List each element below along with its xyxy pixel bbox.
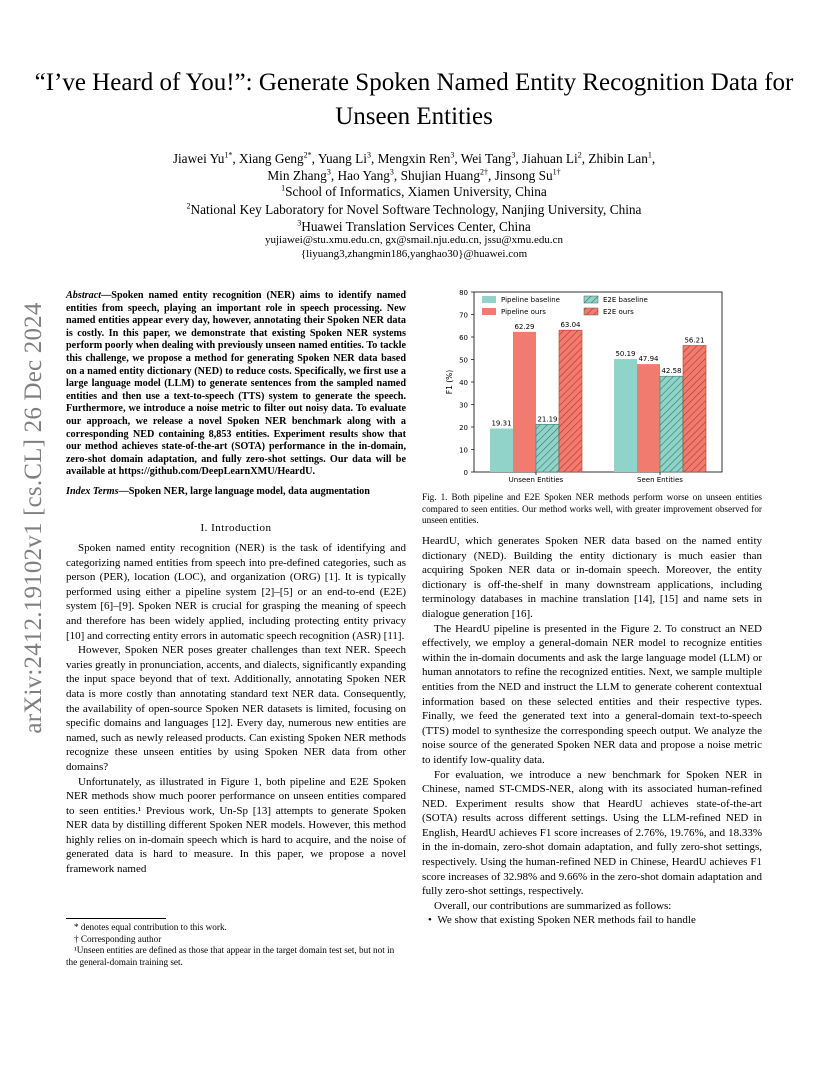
legend-label: Pipeline baseline — [501, 296, 560, 304]
y-tick-label: 60 — [459, 334, 468, 342]
y-axis-label: F1 (%) — [445, 369, 454, 395]
arxiv-stamp: arXiv:2412.19102v1 [cs.CL] 26 Dec 2024 — [20, 302, 47, 734]
figure-1-chart — [440, 284, 730, 484]
bar-value-label: 56.21 — [684, 336, 705, 345]
index-terms: Index Terms—Spoken NER, large language model, data augmentation — [66, 486, 370, 497]
y-tick-label: 80 — [459, 289, 468, 297]
abstract-text: —Spoken named entity recognition (NER) aims to identify named entities from speech, playing an important role in speech processing. New named entities appear every day, however, annotating their Spoken NER data is costly. In this paper, we demonstrate that existing Spoken NER systems perform poorly when dealing with previously unseen named entities. To tackle this challenge, we propose a method for generating Spoken NER data based on a named entity dictionary (NED) to reduce costs. Specifically, we first use a large language model (LLM) to generate sentences from the sampled named entities and then use a text-to-speech (TTS) system to generate the speech. Furthermore, we introduce a noise metric to filter out noisy data. To evaluate our approach, we release a novel Spoken NER benchmark along with a corresponding NED containing 8,853 entities. Experiment results show that our method achieves state-of-the-art (SOTA) performance in the in-domain, zero-shot domain adaptation, and fully zero-shot settings. Our data will be available at https://github.com/DeepLearnXMU/HeardU. — [66, 290, 406, 478]
paper-title: “I’ve Heard of You!”: Generate Spoken Named Entity Recognition Data for Unseen Entities — [34, 69, 794, 130]
contribution-bullet: • We show that existing Spoken NER methods fail to handle — [428, 914, 696, 927]
affiliation-3: $^3$Huawei Translation Services Center, China — [297, 218, 531, 234]
legend-label: E2E baseline — [603, 296, 648, 304]
paragraph: Spoken named entity recognition (NER) is the task of identifying and categorizing named entities from speech into pre-defined categories, such as person (PER), location (LOC), and organization (ORG) [1]. It is typically performed using either a pipeline system [2]–[5] or an end-to-end (E2E) system [6]–[9]. Spoken NER is crucial for grasping the meaning of speech and therefore has been widely applied, including protecting entity privacy [10] and correcting entity errors in automatic speech recognition (ASR) [11]. — [66, 542, 406, 642]
paragraph: Unfortunately, as illustrated in Figure 1, both pipeline and E2E Spoken NER methods show much poorer performance on unseen entities compared to seen entities.¹ Previous work, Un-Sp [13] attempts to generate Spoken NER data by distilling different Spoken NER models. However, this method highly relies on in-domain speech which is hard to acquire, and the noise of generated data is hard to measure. In this paper, we propose a novel framework named — [66, 775, 406, 876]
y-tick-label: 20 — [459, 424, 468, 432]
bar-chart — [440, 284, 730, 484]
bar — [637, 364, 660, 472]
legend-swatch — [482, 308, 496, 315]
figure-caption: Fig. 1. Both pipeline and E2E Spoken NER methods perform worse on unseen entities compared to seen entities. Our method works well, with greater improvement observed for unseen entities. — [422, 492, 762, 525]
email-line-1: yujiawei@stu.xmu.edu.cn, gx@smail.nju.edu.cn, jssu@xmu.edu.cn — [264, 234, 563, 246]
legend-swatch — [482, 296, 496, 303]
footnote: ¹Unseen entities are defined as those that appear in the target domain test set, but not in the general-domain training set. — [66, 945, 395, 967]
x-tick-label: Unseen Entities — [508, 476, 564, 484]
y-tick-label: 50 — [459, 356, 468, 365]
authors-line-1: Jiawei $Yu^{1*}$, Xiang Geng$^{2*}$, Yuang Li$^3$, Mengxin Ren$^3$, Wei Tang$^3$, Jiahuan Li$^2$, Zhibin Lan$^1$, — [172, 150, 656, 166]
bar — [559, 330, 582, 472]
paragraph: HeardU, which generates Spoken NER data based on the named entity dictionary (NED). Building the entity dictionary is much easier than acquiring Spoken NER data or in-domain speech. Moreover, the entity dictionary is off-the-shelf in many downstream applications, including terminology databases in machine translation [14], [15] and name sets in dialogue generation [16]. — [422, 535, 762, 620]
bar-value-label: 47.94 — [638, 355, 659, 364]
footnote-rule — [66, 918, 166, 919]
paragraph: The HeardU pipeline is presented in the Figure 2. To construct an NED effectively, we employ a general-domain NER model to recognize entities within the in-domain documents and ask the large language model (LLM) or human annotators to refine the recognized entities. Next, we sample multiple entities from the NED and instruct the LLM to generate coherent contextual information based on these selected entities and their respective types. Finally, we feed the generated text into a general-domain text-to-speech (TTS) model to synthesize the corresponding speech output. We analyze the noise source of the generated Spoken NER data and propose a noise metric to identify low-quality data. — [422, 622, 762, 766]
left-column-body — [66, 541, 406, 877]
bar-value-label: 62.29 — [514, 322, 535, 331]
abstract-label: Abstract — [66, 290, 102, 301]
legend-swatch — [584, 308, 598, 315]
affiliation-2: $^2$National Key Laboratory for Novel Software Technology, Nanjing University, China — [186, 201, 642, 217]
email-line-2: {liyuang3,zhangmin186,yanghao30}@huawei.com — [300, 248, 528, 260]
bar — [513, 332, 536, 472]
x-tick-label: Seen Entities — [637, 476, 683, 484]
y-tick-label: 30 — [459, 401, 468, 410]
abstract — [66, 290, 406, 479]
section-heading: I. Introduction — [200, 522, 272, 534]
bar — [536, 424, 559, 472]
bar — [614, 359, 637, 472]
y-tick-label: 40 — [459, 379, 468, 387]
bar — [490, 429, 513, 472]
bar — [660, 376, 683, 472]
bar — [683, 346, 706, 472]
y-tick-label: 70 — [459, 311, 468, 320]
footnotes — [66, 922, 406, 968]
paragraph: Overall, our contributions are summarized as follows: — [434, 899, 672, 912]
legend-label: Pipeline ours — [501, 308, 546, 316]
bar-value-label: 21.19 — [537, 415, 558, 424]
y-tick-label: 10 — [459, 446, 468, 455]
bar-value-label: 42.58 — [661, 367, 682, 376]
bar-value-label: 19.31 — [491, 419, 512, 428]
footnote: * denotes equal contribution to this work. — [74, 922, 227, 932]
bar-value-label: 50.19 — [615, 350, 636, 359]
paragraph: For evaluation, we introduce a new benchmark for Spoken NER in Chinese, named ST-CMDS-NER, along with its associated human-refined NED. Experiment results show that HeardU achieves state-of-the-art (SOTA) results across different settings. Using the LLM-refined NED in English, HeardU achieves F1 score increases of 2.76%, 19.76%, and 18.33% in the in-domain, zero-shot domain adaptation, and fully zero-shot settings, respectively. Using the human-refined NED in Chinese, HeardU achieves F1 score increases of 32.98% and 9.66% in the zero-shot domain adaptation and fully zero-shot settings, respectively. — [422, 768, 762, 898]
legend-swatch — [584, 296, 598, 303]
footnote: † Corresponding author — [74, 933, 162, 944]
index-terms-label: Index Terms — [66, 486, 119, 497]
right-column-body — [422, 534, 762, 928]
legend-label: E2E ours — [603, 308, 634, 316]
bar-value-label: 63.04 — [560, 321, 581, 330]
y-tick-label: 0 — [463, 469, 468, 477]
authors-line-2: Min Zhang$^3$, Hao Yang$^3$, Shujian Huang$^{2\dagger}$, Jinsong $Su^{1\dagger}$ — [267, 167, 561, 183]
paragraph: However, Spoken NER poses greater challenges than text NER. Speech varies greatly in pronunciation, accents, and dialects, significantly expanding the input space beyond that of text. Additionally, annotating Spoken NER data is more costly than annotating standard text NER data. Consequently, the availability of open-source Spoken NER datasets is limited, focusing on specific domains and languages [12]. Every day, numerous new entities are named, such as newly released products. Can existing Spoken NER methods recognize these unseen entities by using Spoken NER data from other domains? — [66, 644, 406, 773]
affiliation-1: $^1$School of Informatics, Xiamen University, China — [281, 183, 547, 199]
author-list — [0, 150, 828, 184]
